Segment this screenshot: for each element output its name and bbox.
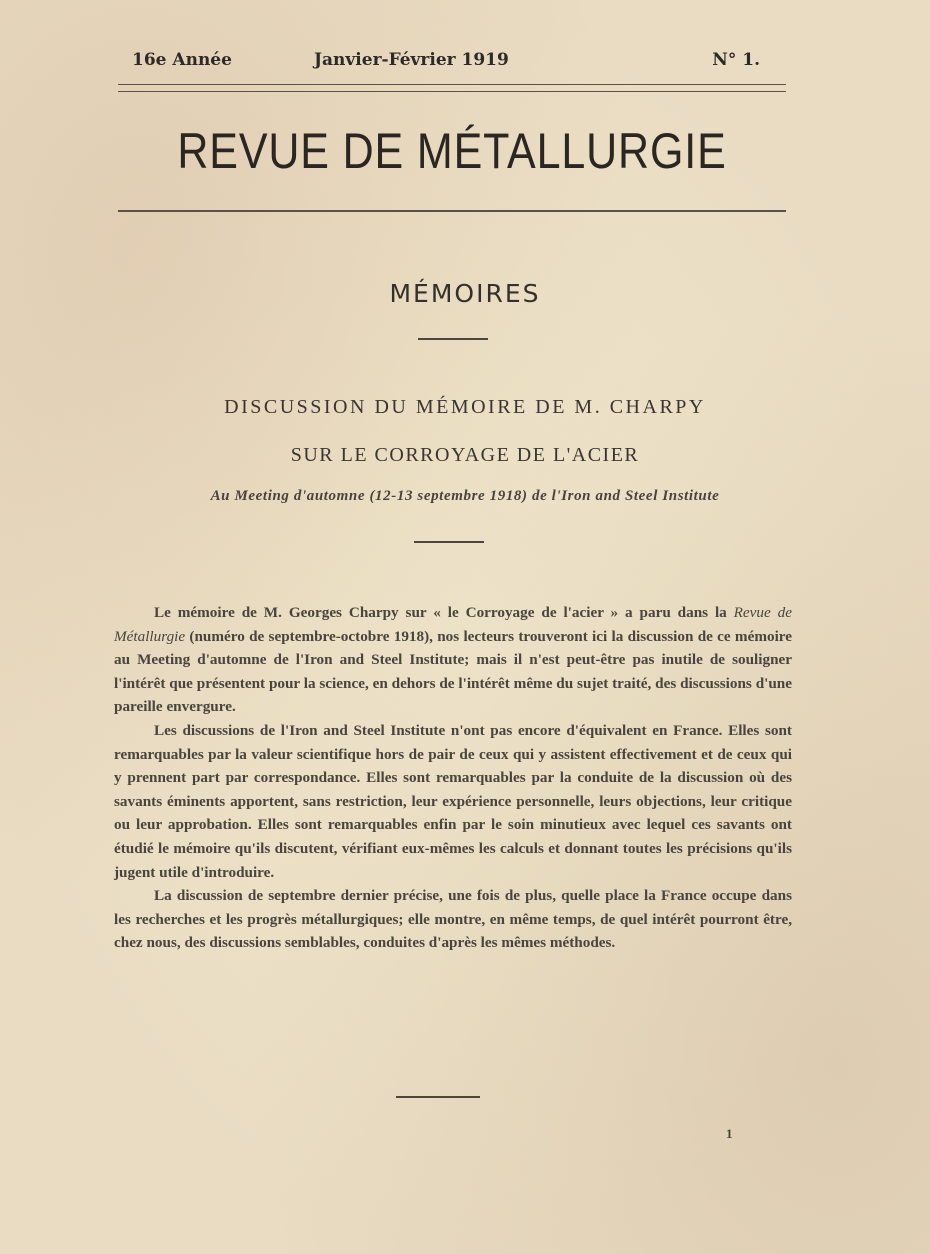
journal-reference: Revue de Métallurgie	[114, 604, 792, 645]
journal-title: REVUE DE MÉTALLURGIE	[177, 123, 727, 179]
header-rule-top	[118, 84, 786, 85]
article-divider	[414, 541, 484, 543]
issue-header	[118, 50, 786, 76]
paragraph-1: Le mémoire de M. Georges Charpy sur « le Corroyage de l'acier » a paru dans la Revue de Métallurgie (numéro de septembre-octobre 1918), nos lecteurs trouveront ici la discussion de ce mémoire au Meeting d'automne de l'Iron and Steel Institute; mais il n'est peut-être pas inutile de souligner l'intérêt que présentent pour la science, en dehors de l'intérêt même du sujet traité, des discussions d'une pareille envergure.	[114, 604, 792, 716]
paragraph-2: Les discussions de l'Iron and Steel Institute n'ont pas encore d'équivalent en France. Elles sont remarquables par la valeur scientifique hors de pair de ceux qui y assistent effectivement et de ceux qui y prennent part par correspondance. Elles sont remarquables par la conduite de la discussion où des savants éminents apportent, sans restriction, leur expérience personnelle, leurs objections, leur critique ou leur approbation. Elles sont remarquables enfin par le soin minutieux avec lequel ces savants ont étudié le mémoire qu'ils discutent, vérifiant eux-mêmes les calculs et donnant toutes les précisions qu'ils jugent utile d'introduire.	[114, 721, 792, 881]
article-title-line2: SUR LE CORROYAGE DE L'ACIER	[290, 444, 640, 466]
paragraph-3: La discussion de septembre dernier précise, une fois de plus, quelle place la France occupe dans les recherches et les progrès métallurgiques; elle montre, en même temps, de quel intérêt pourront être, chez nous, des discussions semblables, conduites d'après les mêmes méthodes.	[114, 887, 792, 952]
page-number: 1	[726, 1126, 733, 1141]
issue-date: Janvier-Février 1919	[314, 50, 509, 70]
article-title-line1: DISCUSSION DU MÉMOIRE DE M. CHARPY	[224, 396, 706, 418]
title-rule	[118, 210, 786, 212]
issue-number: N° 1.	[712, 50, 760, 70]
end-divider	[396, 1096, 480, 1098]
section-heading: MÉMOIRES	[389, 279, 541, 308]
section-divider	[418, 338, 488, 340]
header-rule-bottom	[118, 91, 786, 92]
article-body	[114, 601, 792, 955]
article-subtitle: Au Meeting d'automne (12-13 septembre 1918) de l'Iron and Steel Institute	[210, 488, 720, 504]
volume-year: 16e Année	[132, 50, 232, 70]
